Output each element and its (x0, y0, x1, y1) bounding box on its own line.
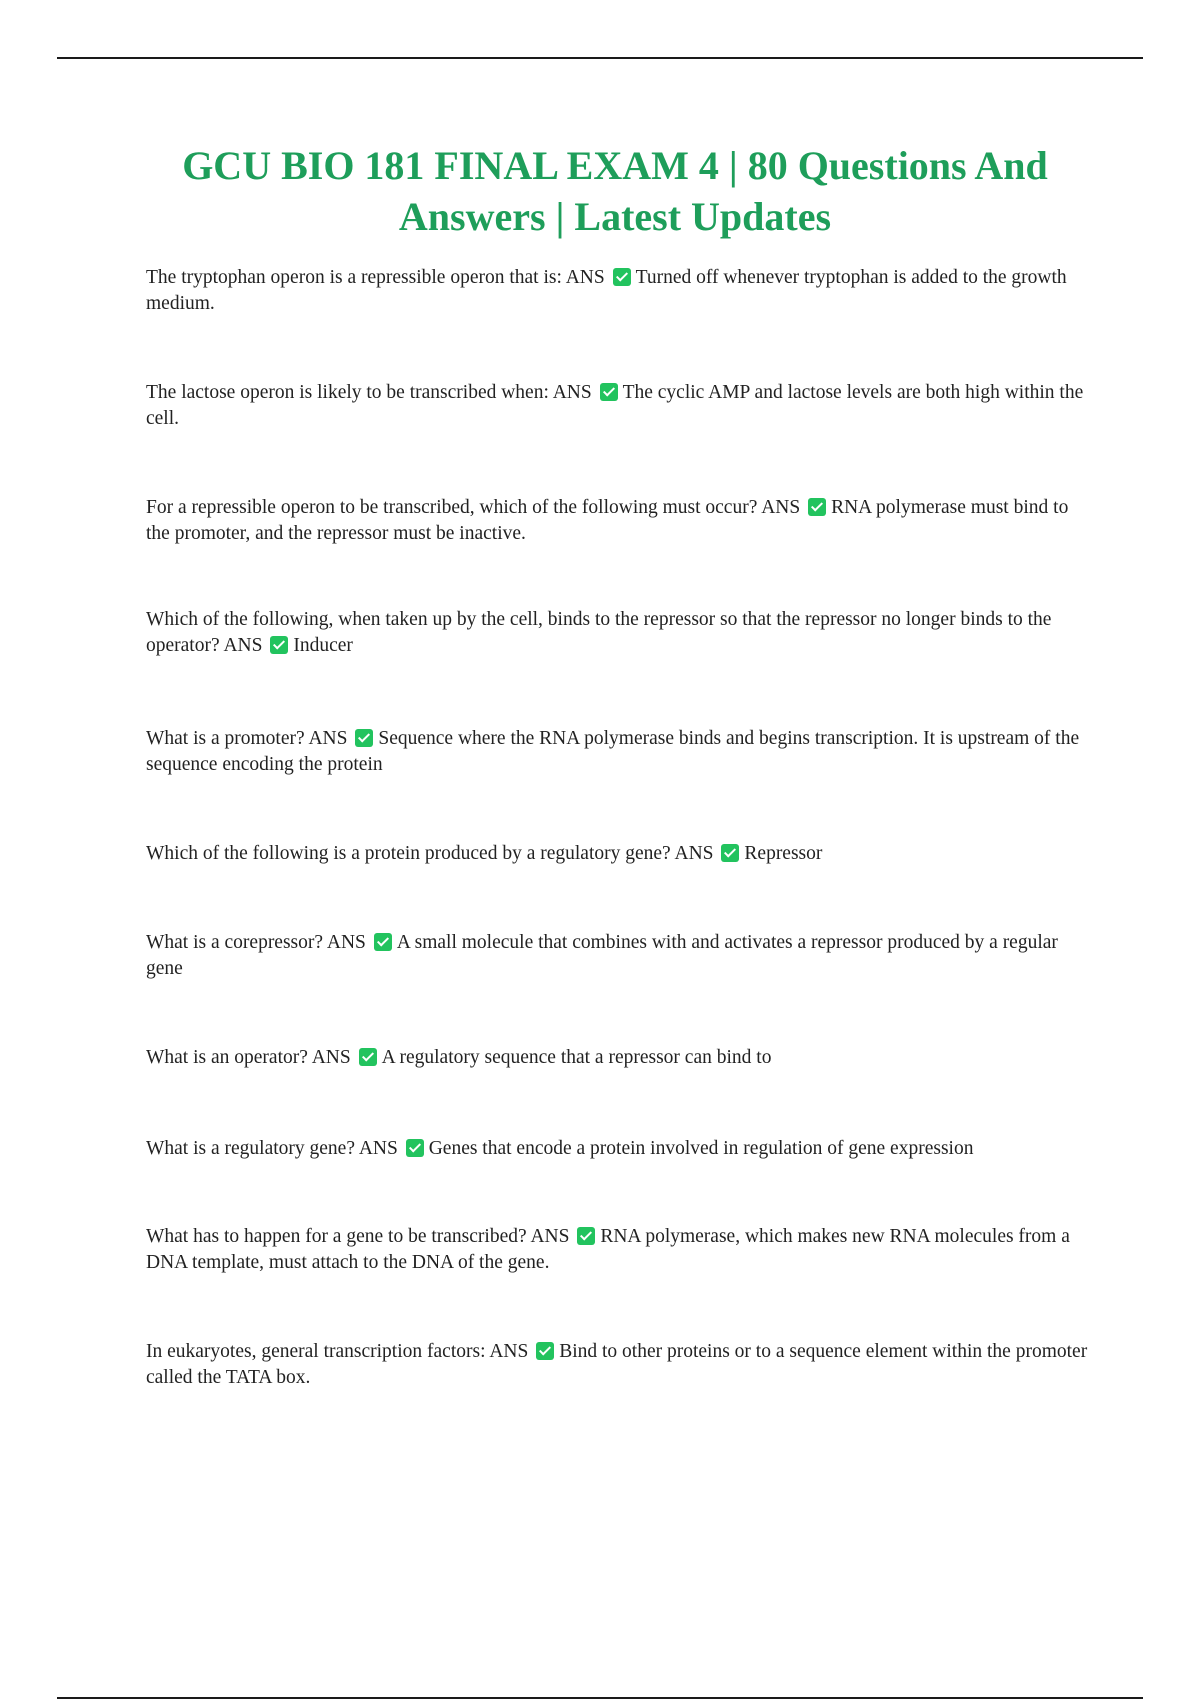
qa-item (146, 1224, 1090, 1276)
question-text: The lactose operon is likely to be transcribed when: (146, 382, 549, 403)
check-box-icon (721, 844, 739, 862)
qa-item (146, 726, 1090, 778)
check-box-icon (359, 1048, 377, 1066)
qa-item (146, 841, 1090, 867)
ans-marker: ANS (565, 267, 605, 288)
qa-item (146, 607, 1090, 659)
answer-text: A regulatory sequence that a repressor can bind to (381, 1047, 772, 1068)
ans-marker: ANS (326, 932, 366, 953)
answer-text: A small molecule that combines with and activates a repressor produced by a regular gene (146, 932, 1058, 979)
qa-item (146, 265, 1090, 317)
question-text: In eukaryotes, general transcription factors: (146, 1341, 486, 1362)
ans-marker: ANS (308, 728, 348, 749)
ans-marker: ANS (674, 843, 714, 864)
answer-text: RNA polymerase must bind to the promoter, and the repressor must be inactive. (146, 497, 1069, 544)
question-text: What is a regulatory gene? (146, 1138, 355, 1159)
answer-text: Turned off whenever tryptophan is added to the growth medium. (146, 267, 1067, 314)
qa-item (146, 380, 1090, 432)
check-box-icon (270, 636, 288, 654)
answer-text: Inducer (293, 635, 353, 656)
check-box-icon (406, 1139, 424, 1157)
check-box-icon (600, 383, 618, 401)
ans-marker: ANS (530, 1226, 570, 1247)
qa-item (146, 1136, 1090, 1162)
page-title: GCU BIO 181 FINAL EXAM 4 | 80 Questions And Answers | Latest Updates (182, 143, 1048, 239)
answer-text: Bind to other proteins or to a sequence element within the promoter called the TATA box. (146, 1341, 1088, 1388)
ans-marker: ANS (761, 497, 801, 518)
check-box-icon (808, 498, 826, 516)
question-text: For a repressible operon to be transcribed, which of the following must occur? (146, 497, 758, 518)
question-text: What is a promoter? (146, 728, 305, 749)
check-box-icon (577, 1227, 595, 1245)
qa-item (146, 1339, 1090, 1391)
check-box-icon (613, 268, 631, 286)
answer-text: Repressor (744, 843, 823, 864)
bottom-rule (57, 1697, 1143, 1699)
answer-text: Genes that encode a protein involved in regulation of gene expression (428, 1138, 974, 1159)
answer-text: The cyclic AMP and lactose levels are both high within the cell. (146, 382, 1084, 429)
qa-item (146, 495, 1090, 547)
ans-marker: ANS (358, 1138, 398, 1159)
question-text: Which of the following is a protein produced by a regulatory gene? (146, 843, 671, 864)
qa-item (146, 930, 1090, 982)
ans-marker: ANS (311, 1047, 351, 1068)
question-text: Which of the following, when taken up by the cell, binds to the repressor so that the repressor no longer binds to the operator? (146, 609, 1052, 656)
top-rule (57, 57, 1143, 59)
question-text: What is a corepressor? (146, 932, 324, 953)
answer-text: RNA polymerase, which makes new RNA molecules from a DNA template, must attach to the DNA of the gene. (146, 1226, 1070, 1273)
ans-marker: ANS (552, 382, 592, 403)
question-text: The tryptophan operon is a repressible operon that is: (146, 267, 562, 288)
qa-item (146, 1045, 1090, 1071)
ans-marker: ANS (223, 635, 263, 656)
answer-text: Sequence where the RNA polymerase binds and begins transcription. It is upstream of the sequence encoding the protein (146, 728, 1080, 775)
check-box-icon (536, 1342, 554, 1360)
question-text: What is an operator? (146, 1047, 308, 1068)
ans-marker: ANS (489, 1341, 529, 1362)
check-box-icon (355, 729, 373, 747)
question-text: What has to happen for a gene to be transcribed? (146, 1226, 527, 1247)
check-box-icon (374, 933, 392, 951)
